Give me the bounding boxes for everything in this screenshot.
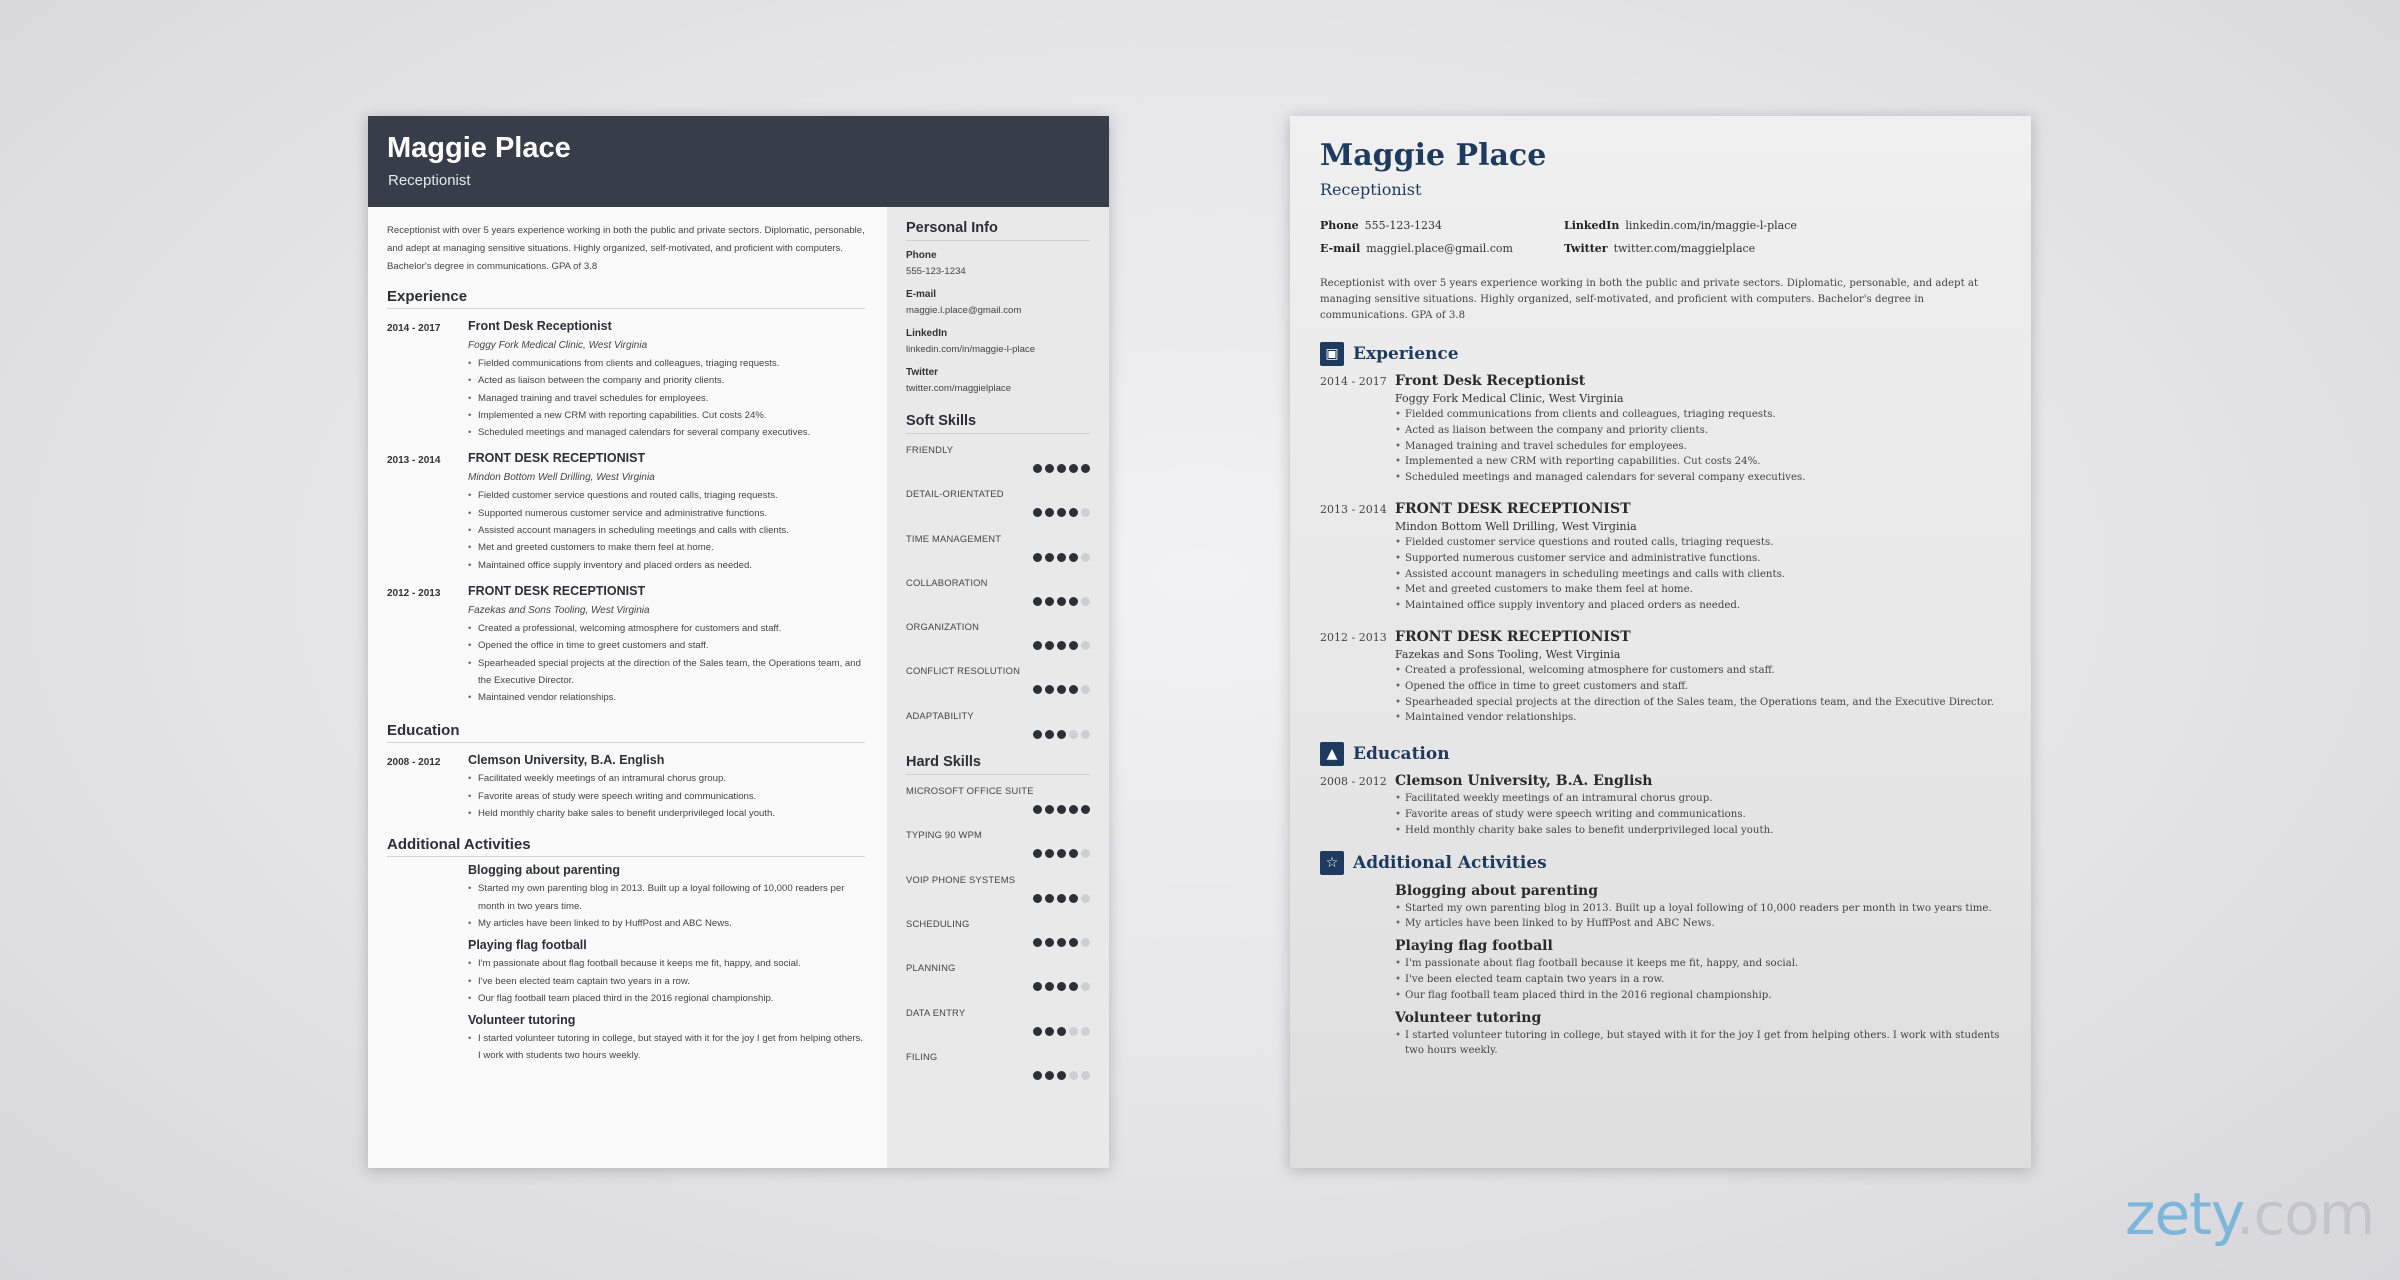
entry-title: FRONT DESK RECEPTIONIST (1395, 628, 1631, 645)
bullet-item: • I've been elected team captain two years in a row. (478, 973, 865, 990)
resume-entry (1320, 628, 2000, 726)
rating-dot (1081, 849, 1090, 858)
rating-dot (1033, 685, 1042, 694)
skill-row (906, 661, 1090, 705)
rating-dot (1057, 805, 1066, 814)
sidebar-content (906, 220, 1090, 1091)
skill-name: FILING (906, 1050, 938, 1062)
skill-row (906, 1047, 1090, 1091)
rating-dot (1081, 938, 1090, 947)
entry-date: 2013 - 2014 (1320, 502, 1387, 516)
rating-dot (1069, 597, 1078, 606)
resume-job-title: Receptionist (388, 172, 471, 189)
rating-dot (1045, 553, 1054, 562)
skill-name: ADAPTABILITY (906, 709, 974, 721)
experience-heading: Experience (387, 288, 865, 309)
resume-entry (387, 449, 865, 573)
bullet-item: • Created a professional, welcoming atmosphere for customers and staff. (1405, 663, 2000, 679)
rating-dot (1057, 982, 1066, 991)
rating-dot (1081, 685, 1090, 694)
entry-date: 2012 - 2013 (387, 587, 441, 599)
experience-list (387, 317, 865, 706)
rating-dot (1069, 894, 1078, 903)
bullet-item: • Our flag football team placed third in the 2016 regional championship. (1405, 988, 2000, 1004)
bullet-item: • Maintained vendor relationships. (478, 689, 865, 706)
resume-summary: Receptionist with over 5 years experience working in both the public and private sectors. Diplomatic, personable, and adept at managing sensitive situations. Highly organized, self-motivated, and proficient with computers. Bachelor's degree in communications. GPA of 3.8 (1320, 278, 1979, 321)
skill-row (906, 706, 1090, 750)
rating-dot (1033, 641, 1042, 650)
rating-dot (1045, 982, 1054, 991)
contact-phone: Phone 555-123-1234 (1320, 219, 1443, 232)
rating-dot (1069, 805, 1078, 814)
rating-dot (1057, 464, 1066, 473)
bullet-item: • Maintained vendor relationships. (1405, 710, 2000, 726)
bullet-item: • I'm passionate about flag football because it keeps me fit, happy, and social. (1405, 956, 2000, 972)
skill-row (906, 617, 1090, 661)
experience-heading: ▣ Experience (1320, 340, 2000, 368)
resume-name: Maggie Place (387, 132, 571, 164)
info-value: linkedin.com/in/maggie-l-place (906, 344, 1036, 355)
info-label: LinkedIn (906, 328, 948, 339)
activity-title: Playing flag football (468, 938, 587, 953)
bullet-item: • Implemented a new CRM with reporting capabilities. Cut costs 24%. (1405, 454, 2000, 470)
contact-linkedin: LinkedIn linkedin.com/in/maggie-l-place (1564, 219, 1797, 232)
personal-info-list (906, 248, 1090, 397)
bullet-item: • Supported numerous customer service and administrative functions. (478, 505, 865, 522)
entry-title: Front Desk Receptionist (1395, 373, 1586, 389)
entry-title: Clemson University, B.A. English (1395, 773, 1653, 790)
rating-dot (1045, 685, 1054, 694)
rating-dot (1045, 805, 1054, 814)
entry-organization: Mindon Bottom Well Drilling, West Virginia (468, 472, 655, 484)
rating-dot (1045, 508, 1054, 517)
skill-name: VOIP PHONE SYSTEMS (906, 873, 1016, 885)
skill-name: COLLABORATION (906, 576, 988, 588)
rating-dot (1057, 685, 1066, 694)
resume-entry (1320, 372, 2000, 486)
rating-dot (1057, 1027, 1066, 1036)
rating-dot (1045, 894, 1054, 903)
skill-name: SCHEDULING (906, 917, 970, 929)
entry-date: 2012 - 2013 (1320, 630, 1387, 644)
rating-dot (1033, 938, 1042, 947)
skill-name: DETAIL-ORIENTATED (906, 488, 1004, 500)
entry-organization: Fazekas and Sons Tooling, West Virginia (1395, 647, 1621, 661)
bullet-item: • Met and greeted customers to make them feel at home. (478, 539, 865, 556)
bullet-item: • Spearheaded special projects at the direction of the Sales team, the Operations team, and the Executive Director. (1405, 695, 2000, 711)
info-label: Phone (906, 250, 937, 261)
bullet-list (468, 355, 865, 441)
rating-dot (1057, 508, 1066, 517)
bullet-list (1395, 956, 2000, 1003)
skill-row (906, 484, 1090, 528)
rating-dot (1045, 849, 1054, 858)
rating-dot (1081, 1027, 1090, 1036)
resume-template-classic (1290, 116, 2031, 1168)
bullet-list (468, 880, 865, 932)
entry-organization: Mindon Bottom Well Drilling, West Virginia (1395, 519, 1637, 533)
rating-dot (1081, 508, 1090, 517)
rating-dot (1033, 597, 1042, 606)
activity-title: Blogging about parenting (1395, 882, 1599, 899)
contact-block (1320, 214, 2000, 260)
bullet-item: • Held monthly charity bake sales to benefit underprivileged local youth. (1405, 823, 2000, 839)
rating-dot (1081, 805, 1090, 814)
hard-skills-list (906, 781, 1090, 1091)
graduation-cap-icon: ▲ (1320, 742, 1344, 766)
skill-name: PLANNING (906, 962, 956, 974)
rating-dot (1033, 894, 1042, 903)
bullet-item: • Fielded communications from clients and colleagues, triaging requests. (478, 355, 865, 372)
rating-dot (1045, 1071, 1054, 1080)
rating-dot (1033, 464, 1042, 473)
rating-dot (1069, 938, 1078, 947)
star-icon: ☆ (1320, 851, 1344, 875)
resume-entry (387, 317, 865, 441)
personal-info-heading: Personal Info (906, 220, 1090, 241)
rating-dot (1069, 553, 1078, 562)
bullet-item: • Managed training and travel schedules for employees. (1405, 439, 2000, 455)
rating-dot (1033, 1027, 1042, 1036)
entry-date: 2013 - 2014 (387, 455, 441, 467)
rating-dot (1069, 1027, 1078, 1036)
skill-row (906, 1003, 1090, 1047)
skill-rating (1033, 938, 1090, 947)
rating-dot (1033, 553, 1042, 562)
bullet-item: • Maintained office supply inventory and placed orders as needed. (1405, 598, 2000, 614)
bullet-list (1395, 1028, 2000, 1060)
info-value: 555-123-1234 (906, 266, 966, 277)
bullet-item: • Started my own parenting blog in 2013. Built up a loyal following of 10,000 readers per month in two years time. (1405, 901, 2000, 917)
info-value: maggie.l.place@gmail.com (906, 305, 1022, 316)
info-value: twitter.com/maggielplace (906, 383, 1012, 394)
rating-dot (1069, 641, 1078, 650)
rating-dot (1069, 464, 1078, 473)
skill-rating (1033, 553, 1090, 562)
bullet-item: • My articles have been linked to by HuffPost and ABC News. (478, 915, 865, 932)
bullet-item: • Facilitated weekly meetings of an intramural chorus group. (478, 770, 865, 787)
rating-dot (1069, 982, 1078, 991)
entry-organization: Fazekas and Sons Tooling, West Virginia (468, 604, 650, 616)
bullet-list (468, 487, 865, 573)
skill-rating (1033, 464, 1090, 473)
bullet-item: • Acted as liaison between the company and priority clients. (478, 372, 865, 389)
education-list (387, 751, 865, 822)
skill-rating (1033, 685, 1090, 694)
bullet-item: • Created a professional, welcoming atmosphere for customers and staff. (478, 620, 865, 637)
skill-rating (1033, 508, 1090, 517)
entry-date: 2014 - 2017 (1320, 375, 1387, 388)
skill-name: TYPING 90 WPM (906, 829, 983, 841)
skill-row (906, 825, 1090, 869)
bullet-item: • Facilitated weekly meetings of an intramural chorus group. (1405, 791, 2000, 807)
bullet-item: • Started my own parenting blog in 2013. Built up a loyal following of 10,000 readers per month in two years time. (478, 880, 865, 915)
bullet-list (1395, 663, 2000, 726)
rating-dot (1081, 597, 1090, 606)
rating-dot (1033, 730, 1042, 739)
bullet-list (468, 1030, 865, 1065)
skill-rating (1033, 1027, 1090, 1036)
rating-dot (1081, 464, 1090, 473)
briefcase-icon: ▣ (1320, 342, 1344, 366)
rating-dot (1033, 1071, 1042, 1080)
bullet-item: • Acted as liaison between the company and priority clients. (1405, 423, 2000, 439)
skill-name: TIME MANAGEMENT (906, 532, 1002, 544)
soft-skills-list (906, 440, 1090, 750)
entry-title: Clemson University, B.A. English (468, 753, 665, 768)
skill-name: CONFLICT RESOLUTION (906, 665, 1021, 677)
zety-logo: zety.com (2125, 1180, 2375, 1248)
bullet-list (468, 955, 865, 1007)
rating-dot (1045, 464, 1054, 473)
bullet-item: • Scheduled meetings and managed calendars for several company executives. (1405, 470, 2000, 486)
entry-organization: Foggy Fork Medical Clinic, West Virginia (468, 340, 648, 351)
resume-entry (387, 751, 865, 822)
skill-rating (1033, 894, 1090, 903)
skill-rating (1033, 641, 1090, 650)
skill-rating (1033, 805, 1090, 814)
rating-dot (1045, 1027, 1054, 1036)
bullet-item: • I'm passionate about flag football because it keeps me fit, happy, and social. (478, 955, 865, 972)
bullet-item: • I started volunteer tutoring in college, but stayed with it for the joy I get from helping others. I work with students two hours weekly. (1405, 1028, 2000, 1060)
education-list (1320, 772, 2000, 838)
entry-title: FRONT DESK RECEPTIONIST (468, 451, 646, 466)
rating-dot (1057, 849, 1066, 858)
rating-dot (1057, 641, 1066, 650)
rating-dot (1033, 982, 1042, 991)
soft-skills-heading: Soft Skills (906, 413, 1090, 434)
skill-row (906, 781, 1090, 825)
bullet-list (468, 770, 865, 822)
skill-row (906, 529, 1090, 573)
rating-dot (1069, 1071, 1078, 1080)
bullet-item: • Implemented a new CRM with reporting capabilities. Cut costs 24%. (478, 407, 865, 424)
resume-summary: Receptionist with over 5 years experience working in both the public and private sectors. Diplomatic, personable, and adept at managing sensitive situations. Highly organized, self-motivated, and proficient with computers. Bachelor's degree in communications. GPA of 3.8 (387, 225, 865, 272)
skill-row (906, 870, 1090, 914)
resume-entry (1320, 500, 2000, 614)
bullet-list (1395, 535, 2000, 614)
bullet-item: • Spearheaded special projects at the direction of the Sales team, the Operations team, and the Executive Director. (478, 655, 865, 690)
rating-dot (1057, 894, 1066, 903)
bullet-item: • Fielded customer service questions and routed calls, triaging requests. (478, 487, 865, 504)
rating-dot (1081, 730, 1090, 739)
entry-date: 2008 - 2012 (387, 757, 441, 769)
rating-dot (1033, 849, 1042, 858)
rating-dot (1033, 805, 1042, 814)
activities-heading: Additional Activities (387, 836, 865, 857)
rating-dot (1069, 849, 1078, 858)
bullet-item: • Opened the office in time to greet customers and staff. (478, 637, 865, 654)
education-heading: Education (387, 722, 865, 743)
resume-job-title: Receptionist (1320, 180, 1422, 199)
entry-date: 2014 - 2017 (387, 323, 441, 334)
skill-rating (1033, 730, 1090, 739)
bullet-list (1395, 407, 2000, 486)
skill-row (906, 573, 1090, 617)
rating-dot (1045, 597, 1054, 606)
skill-rating (1033, 982, 1090, 991)
bullet-item: • Assisted account managers in scheduling meetings and calls with clients. (1405, 567, 2000, 583)
rating-dot (1081, 894, 1090, 903)
skill-row (906, 958, 1090, 1002)
bullet-item: • Met and greeted customers to make them feel at home. (1405, 582, 2000, 598)
resume-header (368, 116, 1109, 207)
rating-dot (1045, 938, 1054, 947)
resume-entry (387, 582, 865, 706)
activities-list (387, 861, 865, 1064)
resume-name: Maggie Place (1320, 138, 1547, 173)
bullet-item: • Scheduled meetings and managed calendars for several company executives. (478, 424, 865, 441)
activities-list (1320, 882, 2000, 1060)
resume-main-column (387, 222, 865, 1065)
bullet-item: • I've been elected team captain two years in a row. (1405, 972, 2000, 988)
bullet-item: • My articles have been linked to by HuffPost and ABC News. (1405, 916, 2000, 932)
bullet-item: • Assisted account managers in scheduling meetings and calls with clients. (478, 522, 865, 539)
bullet-item: • Managed training and travel schedules for employees. (478, 390, 865, 407)
bullet-item: • I started volunteer tutoring in college, but stayed with it for the joy I get from helping others. I work with students two hours weekly. (478, 1030, 865, 1065)
bullet-list (468, 620, 865, 706)
rating-dot (1081, 982, 1090, 991)
skill-rating (1033, 849, 1090, 858)
rating-dot (1081, 641, 1090, 650)
rating-dot (1069, 685, 1078, 694)
bullet-item: • Maintained office supply inventory and placed orders as needed. (478, 557, 865, 574)
info-label: E-mail (906, 289, 937, 300)
skill-name: DATA ENTRY (906, 1006, 966, 1018)
rating-dot (1057, 730, 1066, 739)
entry-title: FRONT DESK RECEPTIONIST (468, 583, 646, 598)
bullet-item: • Fielded customer service questions and routed calls, triaging requests. (1405, 535, 2000, 551)
rating-dot (1045, 730, 1054, 739)
skill-row (906, 914, 1090, 958)
skill-name: MICROSOFT OFFICE SUITE (906, 785, 1034, 797)
rating-dot (1069, 508, 1078, 517)
bullet-item: • Supported numerous customer service and administrative functions. (1405, 551, 2000, 567)
bullet-list (1395, 901, 2000, 933)
skill-name: FRIENDLY (906, 444, 954, 455)
education-heading: ▲ Education (1320, 740, 2000, 768)
rating-dot (1057, 938, 1066, 947)
entry-title: FRONT DESK RECEPTIONIST (1395, 500, 1631, 517)
entry-organization: Foggy Fork Medical Clinic, West Virginia (1395, 392, 1624, 405)
activities-heading: ☆ Additional Activities (1320, 849, 2000, 877)
entry-title: Front Desk Receptionist (468, 319, 612, 333)
rating-dot (1081, 1071, 1090, 1080)
bullet-item: • Opened the office in time to greet customers and staff. (1405, 679, 2000, 695)
bullet-item: • Fielded communications from clients and colleagues, triaging requests. (1405, 407, 2000, 423)
resume-body (1320, 334, 2000, 1059)
hard-skills-heading: Hard Skills (906, 754, 1090, 775)
skill-name: ORGANIZATION (906, 621, 980, 633)
contact-email: E-mail maggiel.place@gmail.com (1320, 242, 1513, 255)
rating-dot (1069, 730, 1078, 739)
bullet-item: • Our flag football team placed third in the 2016 regional championship. (478, 990, 865, 1007)
rating-dot (1057, 1071, 1066, 1080)
entry-date: 2008 - 2012 (1320, 775, 1387, 789)
rating-dot (1057, 597, 1066, 606)
activity-title: Volunteer tutoring (1395, 1009, 1542, 1026)
info-label: Twitter (906, 367, 939, 378)
resume-template-modern (368, 116, 1109, 1168)
resume-entry (1320, 772, 2000, 838)
rating-dot (1033, 508, 1042, 517)
skill-rating (1033, 1071, 1090, 1080)
skill-rating (1033, 597, 1090, 606)
bullet-list (1395, 791, 2000, 838)
skill-row (906, 440, 1090, 484)
experience-list (1320, 372, 2000, 726)
bullet-item: • Held monthly charity bake sales to benefit underprivileged local youth. (478, 805, 865, 822)
rating-dot (1081, 553, 1090, 562)
contact-twitter: Twitter twitter.com/maggielplace (1564, 242, 1756, 255)
rating-dot (1057, 553, 1066, 562)
activity-title: Volunteer tutoring (468, 1013, 576, 1028)
activity-title: Playing flag football (1395, 938, 1553, 955)
bullet-item: • Favorite areas of study were speech writing and communications. (1405, 807, 2000, 823)
activity-title: Blogging about parenting (468, 863, 621, 878)
rating-dot (1045, 641, 1054, 650)
bullet-item: • Favorite areas of study were speech writing and communications. (478, 788, 865, 805)
